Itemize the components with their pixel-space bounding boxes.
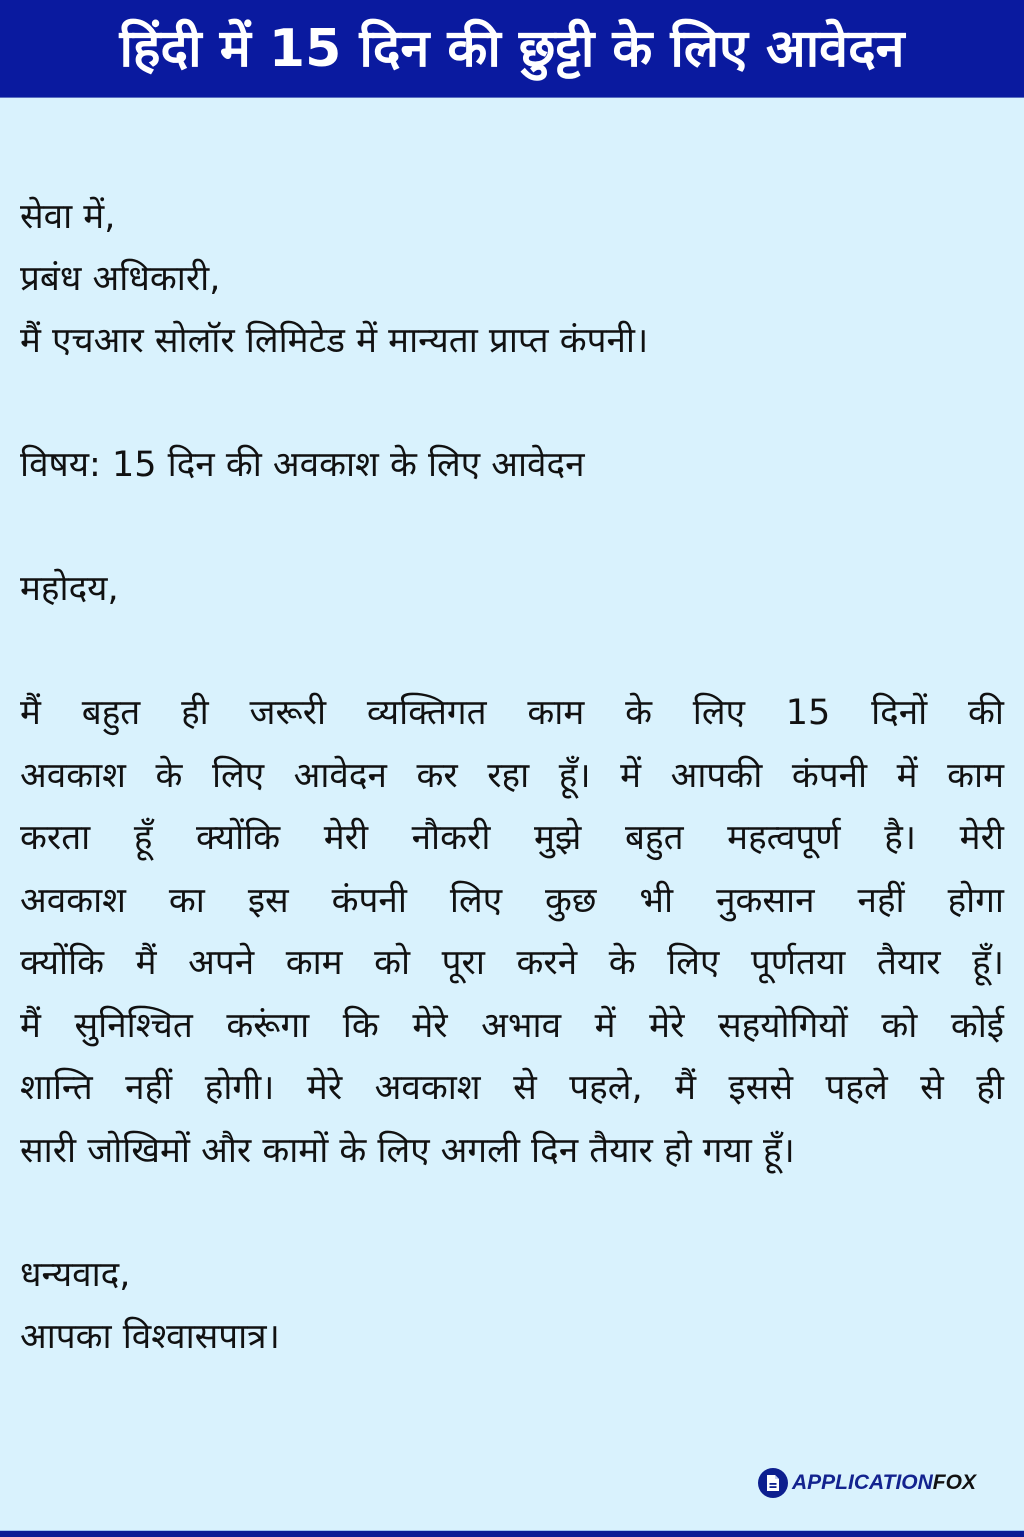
page-title: हिंदी में 15 दिन की छुट्टी के लिए आवेदन: [119, 18, 905, 79]
body-line: करता हूँ क्योंकि मेरी नौकरी मुझे बहुत महत्वपूर्ण है। मेरी: [20, 818, 1004, 858]
spacer: [20, 372, 1004, 434]
document-icon: [758, 1468, 788, 1498]
address-line-2: प्रबंध अधिकारी,: [20, 259, 221, 299]
logo-wordmark: [792, 1471, 976, 1495]
address-line-3: मैं एचआर सोलॉर लिमिटेड में मान्यता प्राप्त कंपनी।: [20, 321, 649, 361]
spacer: [20, 496, 1004, 558]
body-paragraph: [20, 682, 1004, 1182]
body-line: शान्ति नहीं होगी। मेरे अवकाश से पहले, मैं इससे पहले से ही: [20, 1068, 1004, 1108]
address-line-1: सेवा में,: [20, 197, 116, 237]
closing-line: धन्यवाद,: [20, 1255, 131, 1295]
spacer: [20, 1182, 1004, 1244]
letter-content: [20, 186, 1004, 1368]
spacer: [20, 620, 1004, 682]
logo-text-application: APPLICATION: [792, 1471, 933, 1494]
body-line: अवकाश के लिए आवेदन कर रहा हूँ। में आपकी कंपनी में काम: [20, 755, 1004, 796]
logo-text-fox: FOX: [932, 1471, 976, 1494]
body-line: सारी जोखिमों और कामों के लिए अगली दिन तैयार हो गया हूँ।: [20, 1130, 795, 1171]
title-banner: [0, 0, 1024, 98]
signoff-line: आपका विश्वासपात्र।: [20, 1317, 280, 1357]
salutation: महोदय,: [20, 569, 119, 609]
body-line: अवकाश का इस कंपनी लिए कुछ भी नुकसान नहीं होगा: [20, 880, 1004, 921]
applicationfox-logo: [758, 1468, 976, 1498]
subject-line: विषय: 15 दिन की अवकाश के लिए आवेदन: [20, 445, 585, 485]
body-line: मैं बहुत ही जरूरी व्यक्तिगत काम के लिए 15 दिनों की: [20, 693, 1004, 733]
body-line: क्योंकि मैं अपने काम को पूरा करने के लिए पूर्णतया तैयार हूँ।: [20, 943, 1004, 983]
body-line: मैं सुनिश्चित करूंगा कि मेरे अभाव में मेरे सहयोगियों को कोई: [20, 1005, 1004, 1046]
